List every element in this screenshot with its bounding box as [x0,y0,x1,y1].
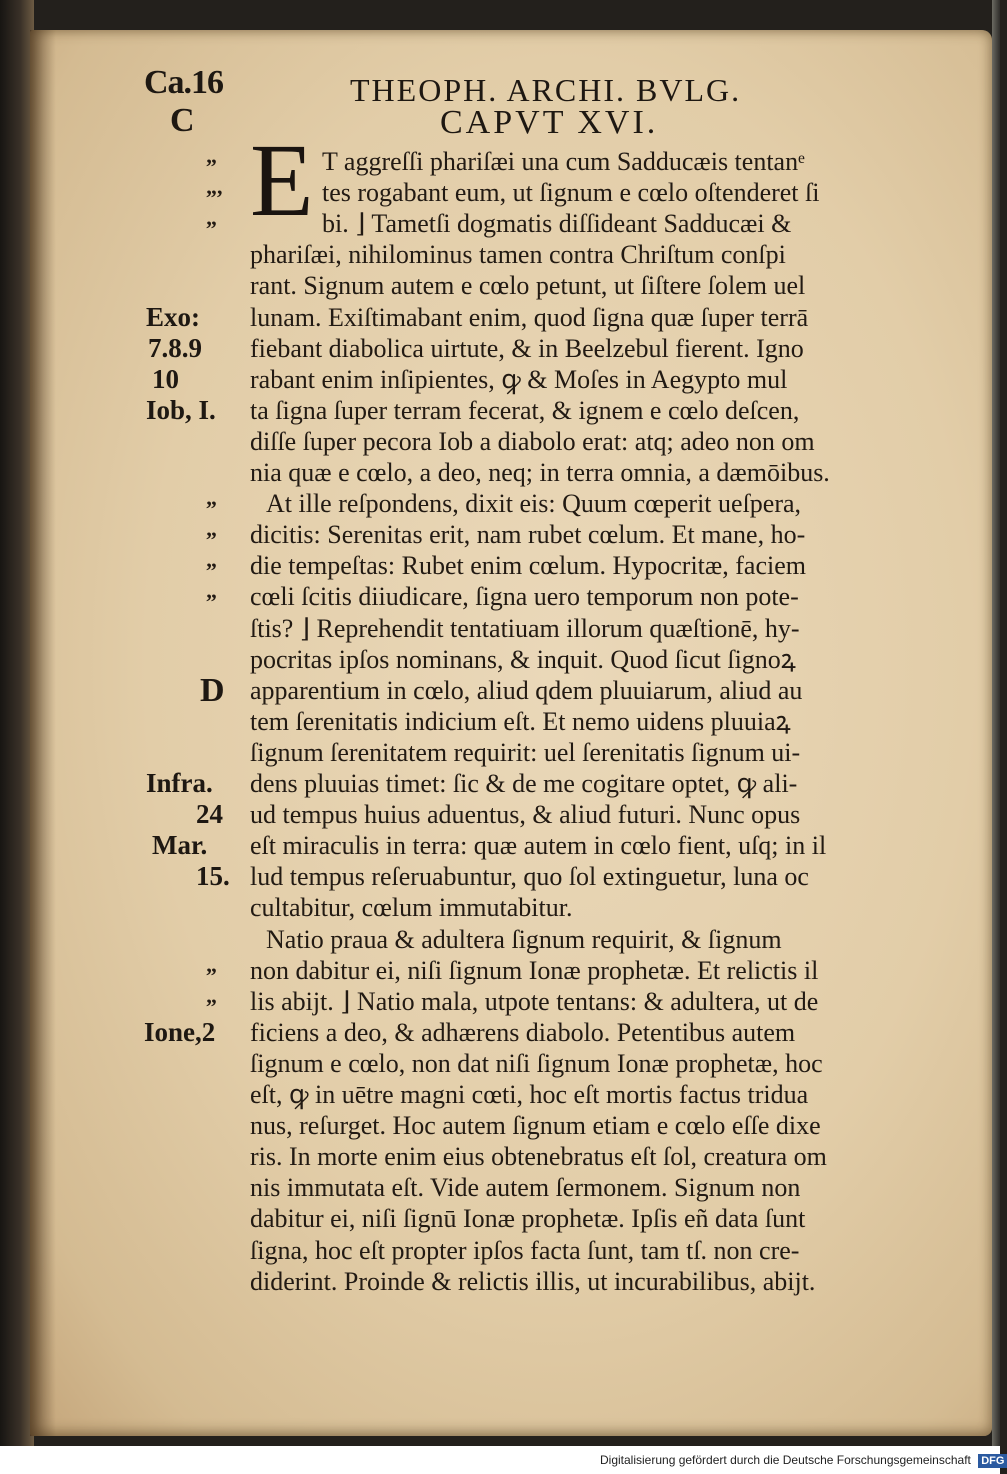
body-line: rabant enim inſipientes, ꝙ & Moſes in Aegypto mul [250,365,788,394]
margin-gloss: Mar. [152,830,208,860]
chapter-reference: Ca.16 [144,64,224,101]
body-line: non dabitur ei, niſi ſignum Ionæ prophetæ. Et relictis il [250,956,819,985]
body-line: cultabitur, cœlum immutabitur. [250,893,573,922]
body-line: T aggreſſi phariſæi una cum Sadducæis tentanᵉ [322,147,805,176]
margin-quote-mark: „ [206,547,217,572]
margin-quote-mark: „, [206,174,223,199]
body-line: dabitur ei, niſi ſignū Ionæ prophetæ. Ipſis eñ data ſunt [250,1204,806,1233]
body-line: ud tempus huius aduentus, & aliud futuri. Nunc opus [250,800,801,829]
body-line: nus, reſurget. Hoc autem ſignum etiam e cœlo eſſe dixe [250,1111,821,1140]
body-line: ta ſigna ſuper terram fecerat, & ignem e cœlo deſcen, [250,396,800,425]
dfg-logo: DFG [978,1454,1007,1468]
credit-text: Digitalisierung gefördert durch die Deutsche Forschungsgemeinschaft [600,1453,971,1467]
body-line: lunam. Exiſtimabant enim, quod ſigna quæ ſuper terrā [250,303,809,332]
margin-gloss: Infra. [146,768,213,798]
scan-edge-left [0,0,34,1452]
body-line: ris. In morte enim eius obtenebratus eſt ſol, creatura om [250,1142,827,1171]
gutter-shadow [30,30,56,1436]
body-line: apparentium in cœlo, aliud qdem pluuiarum, aliud au [250,676,803,705]
body-line: dicitis: Serenitas erit, nam rubet cœlum. Et mane, ho- [250,520,806,549]
body-line: diſſe ſuper pecora Iob a diabolo erat: atq; adeo non om [250,427,815,456]
margin-quote-mark: „ [206,952,217,977]
body-line: bi. ⌋ Tametſi dogmatis diſſideant Sadducæi & [322,209,792,238]
body-line: nia quæ e cœlo, a deo, neq; in terra omnia, a dæmōibus. [250,458,830,487]
digitization-credit [600,1450,1005,1470]
body-line: ſignum ſerenitatem requirit: uel ſerenitatis ſignum ui- [250,738,801,767]
body-line: tes rogabant eum, ut ſignum e cœlo oſtenderet ſi [322,178,820,207]
body-line: lud tempus reſeruabuntur, quo ſol extinguetur, luna oc [250,862,809,891]
initial-letter: E [250,123,314,238]
body-line: At ille reſpondens, dixit eis: Quum cœperit ueſpera, [266,489,802,518]
body-line: ſtis? ⌋ Reprehendit tentatiuam illorum quæſtionē, hy- [250,614,800,643]
margin-quote-mark: „ [206,983,217,1008]
margin-quote-mark: „ [206,516,217,541]
body-line: diderint. Proinde & relictis illis, ut incurabilibus, abijt. [250,1267,816,1296]
body-line: ſigna, hoc eſt propter ipſos facta ſunt, tam tſ. non cre- [250,1236,800,1265]
margin-quote-mark: „ [206,205,217,230]
margin-gloss: Exo: [146,302,200,332]
body-line: dens pluuias timet: ſic & de me cogitare optet, ꝙ ali- [250,769,798,798]
margin-gloss: D [200,672,225,709]
body-line: lis abijt. ⌋ Natio mala, utpote tentans: & adultera, ut de [250,987,819,1016]
margin-gloss: Ione,2 [144,1017,216,1047]
margin-gloss: 10 [152,364,179,394]
margin-quote-mark: „ [206,578,217,603]
body-line: ficiens a deo, & adhærens diabolo. Petentibus autem [250,1018,796,1047]
scan-edge-right [992,0,1000,1452]
chapter-title: CAPVT XVI. [440,104,659,141]
body-line: pocritas ipſos nominans, & inquit. Quod ſicut ſignoꝝ [250,645,796,674]
body-line: nis immutata eſt. Vide autem ſermonem. Signum non [250,1173,801,1202]
margin-gloss: 24 [196,799,223,829]
body-line: rant. Signum autem e cœlo petunt, ut ſiſtere ſolem uel [250,271,806,300]
margin-gloss: 7.8.9 [148,333,202,363]
margin-gloss: Iob, I. [146,395,216,425]
body-line: eſt miraculis in terra: quæ autem in cœlo fient, uſq; in il [250,831,827,860]
body-line: cœli ſcitis diiudicare, ſigna uero temporum non pote- [250,582,799,611]
margin-quote-mark: „ [206,485,217,510]
body-line: tem ſerenitatis indicium eſt. Et nemo uidens pluuiaꝝ [250,707,791,736]
body-line: eſt, ꝙ in uētre magni cœti, hoc eſt mortis factus tridua [250,1080,809,1109]
section-letter: C [170,102,195,139]
body-line: ſignum e cœlo, non dat niſi ſignum Ionæ prophetæ, hoc [250,1049,823,1078]
body-line: Natio praua & adultera ſignum requirit, & ſignum [266,925,782,954]
running-title: THEOPH. ARCHI. BVLG. [350,72,742,108]
body-line: die tempeſtas: Rubet enim cœlum. Hypocritæ, faciem [250,551,806,580]
margin-gloss: 15. [196,861,230,891]
body-line: phariſæi, nihilominus tamen contra Chriſtum conſpi [250,240,786,269]
margin-quote-mark: „ [206,143,217,168]
body-line: fiebant diabolica uirtute, & in Beelzebul fierent. Igno [250,334,804,363]
